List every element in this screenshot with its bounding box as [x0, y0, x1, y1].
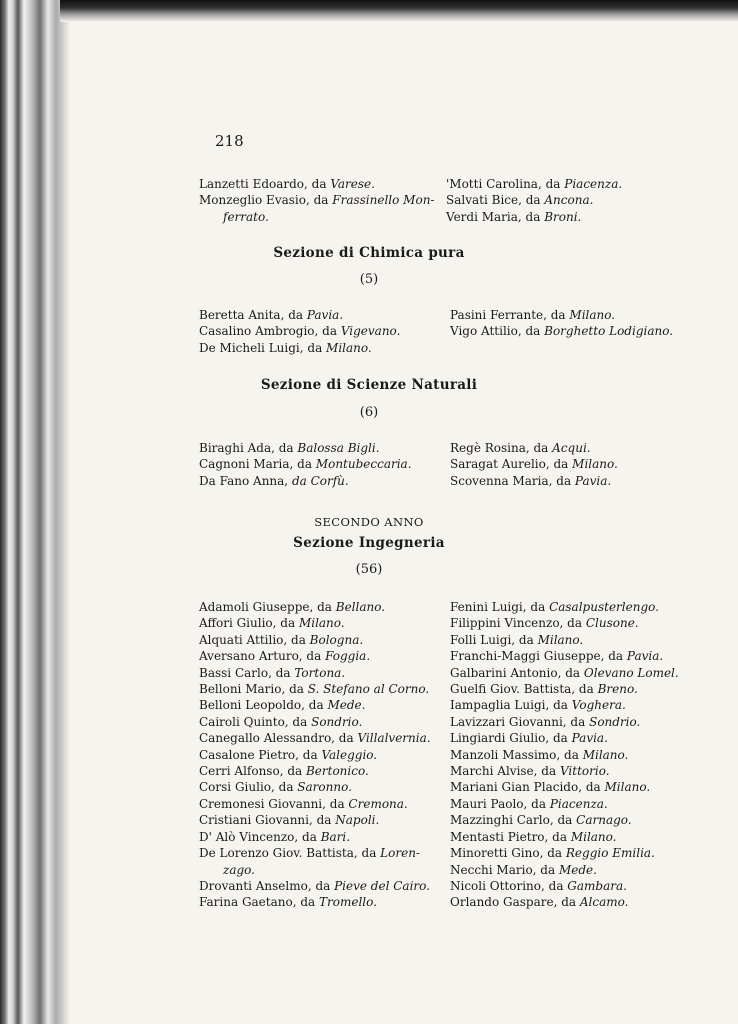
student-hometown: Varese.	[330, 177, 375, 191]
student-entry	[199, 747, 431, 763]
student-hometown: Tromello.	[319, 895, 377, 910]
student-hometown: Voghera.	[571, 698, 626, 713]
student-name: Lanzetti Edoardo, da	[199, 177, 331, 191]
student-entry	[199, 665, 431, 681]
student-entry	[450, 862, 679, 878]
student-name: Da Fano Anna,	[199, 473, 292, 488]
student-entry	[450, 599, 679, 615]
scienze-heading	[0, 377, 738, 393]
student-name: Casalone Pietro, da	[199, 747, 322, 762]
student-name: Cristiani Giovanni, da	[199, 813, 336, 828]
student-entry	[450, 714, 679, 730]
student-entry	[199, 829, 431, 845]
student-name: 'Motti Carolina, da	[446, 177, 565, 191]
student-name: Galbarini Antonio, da	[450, 665, 584, 680]
section-title: Sezione di Chimica pura	[273, 245, 465, 261]
student-hometown: Milano.	[582, 747, 629, 762]
student-name: Necchi Mario, da	[450, 862, 559, 877]
chimica-right-column	[450, 307, 673, 340]
student-name: Pasini Ferrante, da	[450, 308, 570, 322]
student-hometown: Reggio Emilia.	[565, 846, 655, 861]
student-hometown: Milano.	[326, 340, 372, 355]
student-hometown: Milano.	[298, 616, 345, 631]
student-hometown: Broni.	[544, 209, 582, 224]
student-hometown: Tortona.	[294, 665, 346, 680]
student-entry	[450, 845, 679, 861]
student-entry	[199, 878, 431, 894]
student-hometown: Balossa Bigli.	[297, 441, 380, 455]
student-name: Adamoli Giuseppe, da	[199, 600, 336, 614]
student-name: Folli Luigi, da	[450, 632, 538, 647]
student-entry	[199, 176, 434, 192]
student-entry	[199, 730, 431, 746]
student-entry	[199, 323, 400, 339]
student-hometown: Mede.	[327, 698, 366, 713]
student-name: Corsi Giulio, da	[199, 780, 298, 795]
section-count: (5)	[359, 272, 379, 287]
student-name: Cairoli Quinto, da	[199, 714, 312, 729]
student-hometown: Saronno.	[297, 780, 352, 795]
student-name: Marchi Alvise, da	[450, 764, 560, 779]
student-name: Aversano Arturo, da	[199, 649, 326, 664]
student-entry	[450, 796, 679, 812]
student-hometown: Borghetto Lodigiano.	[544, 324, 674, 339]
student-hometown: Clusone.	[585, 616, 639, 631]
student-hometown: Bertonico.	[305, 764, 369, 779]
student-name: Cagnoni Maria, da	[199, 457, 316, 472]
student-name: Guelfi Giov. Battista, da	[450, 682, 598, 697]
student-entry	[446, 192, 622, 208]
student-name: Monzeglio Evasio, da	[199, 193, 333, 208]
student-hometown: Bellano.	[335, 600, 386, 614]
student-hometown: Milano.	[537, 632, 584, 647]
ingegneria-count-line	[0, 558, 738, 577]
student-name: Regè Rosina, da	[450, 441, 553, 455]
student-name: Minoretti Gino, da	[450, 846, 566, 861]
student-name: Alquati Attilio, da	[199, 632, 310, 647]
student-entry	[450, 878, 679, 894]
student-hometown: Cremona.	[348, 796, 408, 811]
student-entry	[450, 323, 673, 339]
student-entry	[199, 340, 400, 356]
student-hometown: Gambara.	[567, 878, 627, 893]
top-left-column	[199, 176, 434, 225]
scienze-left-column	[199, 440, 412, 489]
student-hometown: Vigevano.	[340, 324, 401, 339]
student-entry	[199, 763, 431, 779]
student-name: Saragat Aurelio, da	[450, 457, 573, 472]
student-name: Beretta Anita, da	[199, 308, 307, 322]
student-entry	[199, 209, 434, 225]
student-entry	[450, 763, 679, 779]
student-entry	[450, 681, 679, 697]
student-name: Mariani Gian Placido, da	[450, 780, 605, 795]
section-title: Sezione Ingegneria	[293, 535, 445, 551]
student-hometown: Sondrio.	[311, 714, 363, 729]
student-entry	[450, 812, 679, 828]
student-name: De Micheli Luigi, da	[199, 340, 327, 355]
student-name: Biraghi Ada, da	[199, 441, 298, 455]
student-name: Mauri Paolo, da	[450, 796, 550, 811]
student-hometown: Foggia.	[325, 649, 371, 664]
student-entry	[446, 176, 622, 192]
student-name: Mentasti Pietro, da	[450, 829, 571, 844]
scienze-right-column	[450, 440, 618, 489]
student-name: De Lorenzo Giov. Battista, da	[199, 846, 381, 861]
student-hometown: Alcamo.	[579, 895, 629, 910]
student-entry	[450, 697, 679, 713]
student-hometown: Milano.	[572, 457, 618, 472]
student-entry	[450, 779, 679, 795]
student-hometown: Napoli.	[335, 813, 380, 828]
student-name: Nicoli Ottorino, da	[450, 878, 568, 893]
student-entry	[199, 456, 412, 472]
student-hometown: Casalpusterlengo.	[549, 600, 659, 614]
scan-top-edge	[60, 0, 738, 22]
student-hometown: Pavia.	[571, 731, 608, 746]
student-entry	[450, 615, 679, 631]
student-hometown: Milano.	[569, 308, 616, 322]
student-hometown: Pavia.	[306, 308, 344, 322]
student-entry	[199, 845, 431, 861]
student-name: Cremonesi Giovanni, da	[199, 796, 349, 811]
student-entry	[199, 615, 431, 631]
top-right-column	[446, 176, 622, 225]
student-name: Vigo Attilio, da	[450, 324, 545, 339]
student-entry	[199, 894, 431, 910]
scienze-count-line	[0, 401, 738, 420]
student-name: Drovanti Anselmo, da	[199, 878, 335, 893]
student-entry	[450, 473, 618, 489]
year-heading-line	[0, 511, 738, 530]
student-entry	[450, 456, 618, 472]
student-entry	[450, 440, 618, 456]
student-hometown: Montubeccaria.	[315, 457, 412, 472]
student-hometown: Breno.	[597, 682, 638, 697]
student-entry	[199, 473, 412, 489]
student-entry	[199, 307, 400, 323]
student-hometown: Villalvernia.	[357, 731, 431, 746]
student-hometown: Piacenza.	[549, 796, 608, 811]
student-entry	[450, 829, 679, 845]
ingegneria-left-column	[199, 599, 431, 911]
student-entry	[450, 632, 679, 648]
student-entry	[199, 440, 412, 456]
student-hometown: Valeggio.	[321, 747, 378, 762]
chimica-count-line	[0, 268, 738, 287]
ingegneria-heading	[0, 535, 738, 551]
student-hometown: Loren-	[380, 846, 420, 861]
student-entry	[199, 862, 431, 878]
student-hometown: Mede.	[558, 862, 597, 877]
student-entry	[446, 209, 622, 225]
student-name: Bassi Carlo, da	[199, 665, 295, 680]
student-hometown: Carnago.	[576, 813, 632, 828]
student-name: Mazzinghi Carlo, da	[450, 813, 577, 828]
student-name: Canegallo Alessandro, da	[199, 731, 358, 746]
student-entry	[199, 648, 431, 664]
student-entry	[199, 796, 431, 812]
student-entry	[450, 665, 679, 681]
student-entry	[199, 812, 431, 828]
student-name: Belloni Mario, da	[199, 682, 308, 697]
student-hometown: S. Stefano al Corno.	[307, 682, 430, 697]
student-hometown: Sondrio.	[589, 714, 641, 729]
student-hometown: Piacenza.	[564, 177, 623, 191]
student-entry	[450, 747, 679, 763]
student-entry	[450, 307, 673, 323]
student-hometown: Pavia.	[574, 473, 612, 488]
student-name: Belloni Leopoldo, da	[199, 698, 328, 713]
student-entry	[450, 648, 679, 664]
student-hometown: ferrato.	[223, 209, 269, 224]
student-entry	[199, 681, 431, 697]
section-count: (6)	[359, 405, 379, 420]
student-hometown: Bologna.	[309, 632, 364, 647]
student-name: Lingiardi Giulio, da	[450, 731, 572, 746]
student-hometown: Pieve del Cairo.	[334, 878, 430, 893]
year-heading: SECONDO ANNO	[314, 515, 424, 529]
student-hometown: Milano.	[604, 780, 651, 795]
student-entry	[450, 730, 679, 746]
student-entry	[199, 599, 431, 615]
student-name: Scovenna Maria, da	[450, 473, 575, 488]
student-entry	[450, 894, 679, 910]
page-number: 218	[215, 132, 244, 150]
student-entry	[199, 779, 431, 795]
student-name: Affori Giulio, da	[199, 616, 299, 631]
section-title: Sezione di Scienze Naturali	[260, 377, 478, 393]
student-entry	[199, 632, 431, 648]
student-name: Fenini Luigi, da	[450, 600, 550, 614]
student-name: Lavizzari Giovanni, da	[450, 714, 590, 729]
student-hometown: Ancona.	[544, 193, 594, 208]
student-name: Manzoli Massimo, da	[450, 747, 583, 762]
student-name: Farina Gaetano, da	[199, 895, 319, 910]
student-hometown: Pavia.	[626, 649, 664, 664]
student-name: Orlando Gaspare, da	[450, 895, 580, 910]
student-name: Verdi Maria, da	[446, 209, 545, 224]
student-hometown: Bari.	[320, 829, 351, 844]
student-entry	[199, 714, 431, 730]
ingegneria-right-column	[450, 599, 679, 911]
student-hometown: Olevano Lomel.	[583, 665, 679, 680]
student-name: Cerri Alfonso, da	[199, 764, 306, 779]
student-name: Filippini Vincenzo, da	[450, 616, 586, 631]
student-name: D' Alò Vincenzo, da	[199, 829, 321, 844]
section-count: (56)	[355, 562, 383, 577]
student-hometown: Milano.	[570, 829, 617, 844]
student-name: Iampaglia Luigi, da	[450, 698, 572, 713]
student-hometown: Acqui.	[552, 441, 591, 455]
student-name: Salvati Bice, da	[446, 193, 545, 208]
chimica-left-column	[199, 307, 400, 356]
student-hometown: Frassinello Mon-	[332, 193, 435, 208]
student-hometown: zago.	[223, 862, 255, 877]
student-hometown: da Corfù.	[291, 473, 349, 488]
student-name: Casalino Ambrogio, da	[199, 324, 341, 339]
student-entry	[199, 697, 431, 713]
student-name: Franchi-Maggi Giuseppe, da	[450, 649, 627, 664]
chimica-heading	[0, 245, 738, 261]
student-hometown: Vittorio.	[559, 764, 610, 779]
student-entry	[199, 192, 434, 208]
